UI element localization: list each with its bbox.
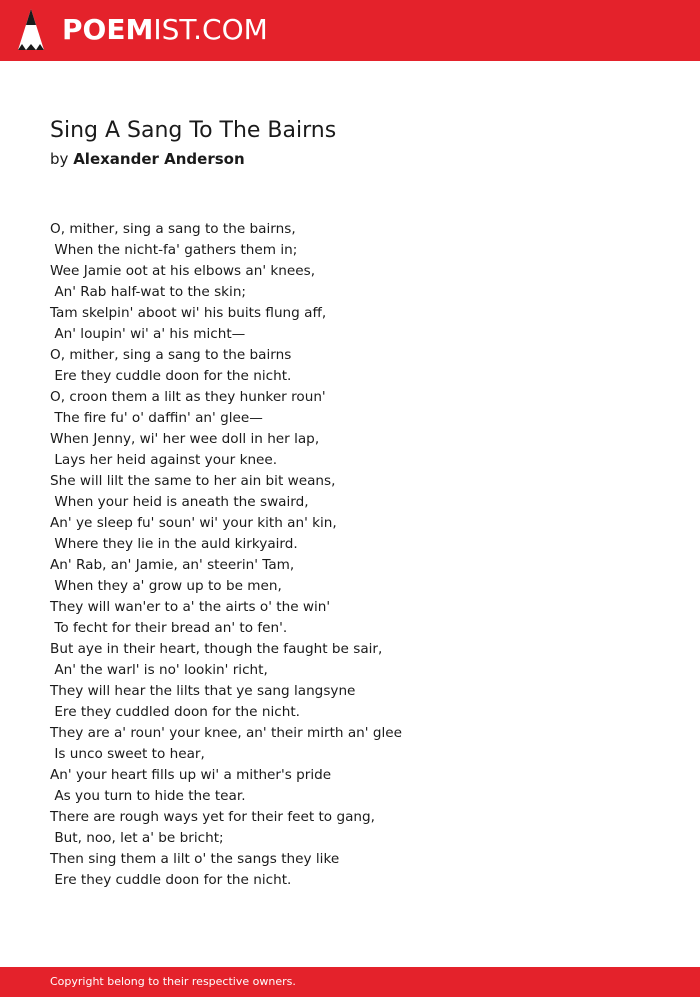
poem-line: They will hear the lilts that ye sang langsyne [50,683,356,699]
poem-line: An' your heart fills up wi' a mither's pride [50,767,332,783]
logo-text-light: IST.COM [153,13,268,46]
poem-line: Where they lie in the auld kirkyaird. [50,536,298,552]
poem-line: To fecht for their bread an' to fen'. [50,620,288,636]
poem-line: Wee Jamie oot at his elbows an' knees, [50,263,316,279]
poem-line: They will wan'er to a' the airts o' the win' [50,599,331,615]
poem-line: O, mither, sing a sang to the bairns [50,347,292,363]
site-footer [0,967,700,997]
poem-line: They are a' roun' your knee, an' their mirth an' glee [50,725,402,741]
poem-body [50,219,670,891]
site-header [0,0,700,61]
poem-line: An' Rab half-wat to the skin; [50,284,247,300]
poem-line: O, mither, sing a sang to the bairns, [50,221,296,237]
poem-title: Sing A Sang To The Bairns [50,118,337,143]
poem-line: Then sing them a lilt o' the sangs they like [50,851,340,867]
poem-line: An' ye sleep fu' soun' wi' your kith an' kin, [50,515,337,531]
poem-line: An' the warl' is no' lookin' richt, [50,662,268,678]
logo-text-bold: POEM [62,13,154,46]
pen-nib-icon [17,8,45,52]
poem-line: Is unco sweet to hear, [50,746,205,762]
poem-line: Ere they cuddled doon for the nicht. [50,704,300,720]
site-logo[interactable] [62,12,268,48]
poem-line: When your heid is aneath the swaird, [50,494,309,510]
byline [50,148,245,170]
poem-line: When they a' grow up to be men, [50,578,282,594]
poem-line: When Jenny, wi' her wee doll in her lap, [50,431,320,447]
poem-line: When the nicht-fa' gathers them in; [50,242,298,258]
copyright-text: Copyright belong to their respective owners. [50,975,296,988]
poem-line: The fire fu' o' daffin' an' glee— [50,410,263,426]
poem-line: An' loupin' wi' a' his micht— [50,326,246,342]
poem-line: Lays her heid against your knee. [50,452,278,468]
poem-line: O, croon them a lilt as they hunker roun' [50,389,326,405]
poem-line: Ere they cuddle doon for the nicht. [50,872,292,888]
poem-line: But aye in their heart, though the faught be sair, [50,641,383,657]
poem-line: An' Rab, an' Jamie, an' steerin' Tam, [50,557,295,573]
poem-line: Tam skelpin' aboot wi' his buits flung aff, [50,305,327,321]
poem-line: Ere they cuddle doon for the nicht. [50,368,292,384]
byline-label: by [50,150,69,168]
poem-line: She will lilt the same to her ain bit weans, [50,473,336,489]
poem-line: As you turn to hide the tear. [50,788,246,804]
poem-line: There are rough ways yet for their feet to gang, [50,809,375,825]
poem-line: But, noo, let a' be bricht; [50,830,224,846]
author-name: Alexander Anderson [73,150,245,168]
